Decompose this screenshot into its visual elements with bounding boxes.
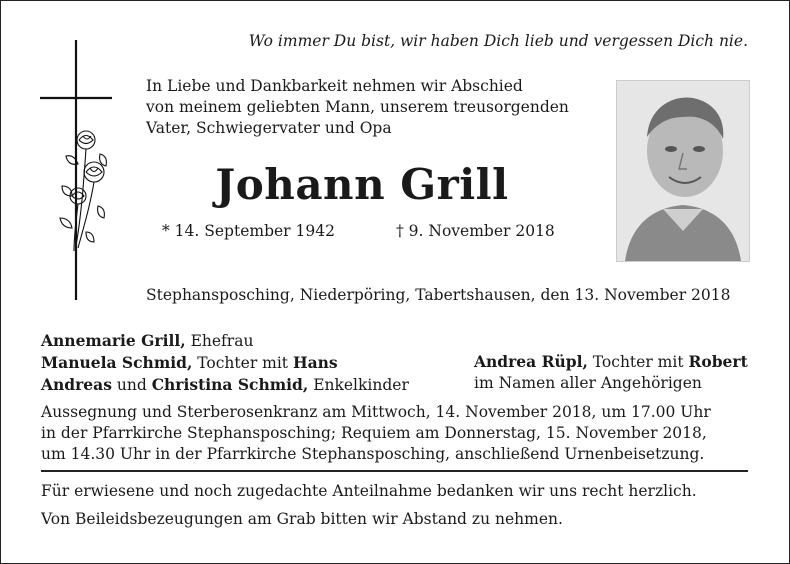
mourner-row: Annemarie Grill, Ehefrau: [41, 331, 254, 350]
funeral-line: um 14.30 Uhr in der Pfarrkirche Stephansposching, anschließend Urnenbeisetzung.: [41, 445, 705, 463]
place-date: Stephansposching, Niederpöring, Tabertshausen, den 13. November 2018: [146, 286, 731, 304]
deceased-name: Johann Grill: [215, 160, 509, 209]
intro-line: von meinem geliebten Mann, unserem treusorgenden: [146, 98, 569, 116]
intro-line: In Liebe und Dankbarkeit nehmen wir Abschied: [146, 77, 523, 95]
funeral-details: [41, 402, 751, 465]
cross-with-roses-icon: [36, 36, 146, 306]
intro-text: [146, 76, 586, 139]
funeral-line: in der Pfarrkirche Stephansposching; Requiem am Donnerstag, 15. November 2018,: [41, 424, 707, 442]
portrait-silhouette-icon: [617, 81, 749, 261]
thanks-text: Für erwiesene und noch zugedachte Anteilnahme bedanken wir uns recht herzlich.: [41, 482, 697, 500]
mourner-row: Andreas und Christina Schmid, Enkelkinder: [41, 375, 409, 394]
condolence-text: Von Beileidsbezeugungen am Grab bitten wir Abstand zu nehmen.: [41, 510, 563, 528]
funeral-line: Aussegnung und Sterberosenkranz am Mittwoch, 14. November 2018, um 17.00 Uhr: [41, 403, 711, 421]
mourner-row: Andrea Rüpl, Tochter mit Robert: [474, 352, 748, 371]
mourner-row: Manuela Schmid, Tochter mit Hans: [41, 353, 338, 372]
mourner-row: im Namen aller Angehörigen: [474, 374, 702, 392]
motto-text: Wo immer Du bist, wir haben Dich lieb und vergessen Dich nie.: [248, 32, 748, 50]
mourners-list: [41, 330, 409, 396]
birth-date: * 14. September 1942: [162, 222, 335, 240]
mourners-list-right: [474, 351, 748, 394]
portrait-photo: [616, 80, 750, 262]
divider: [41, 470, 748, 472]
intro-line: Vater, Schwiegervater und Opa: [146, 119, 392, 137]
death-date: † 9. November 2018: [396, 222, 555, 240]
